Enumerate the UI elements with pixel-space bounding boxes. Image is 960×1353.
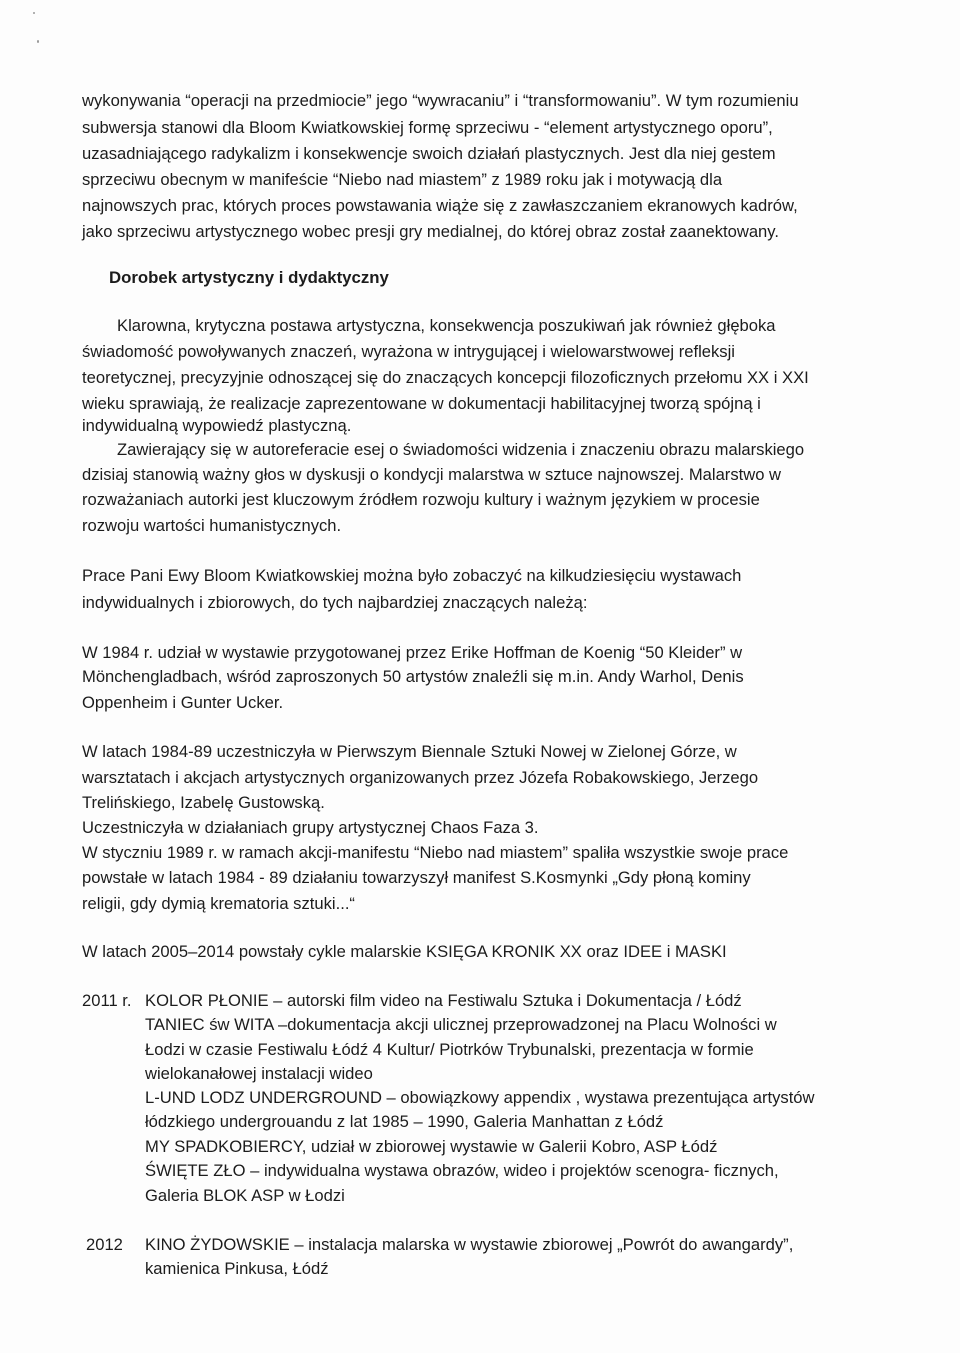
entry-line: Łodzi w czasie Festiwalu Łódź 4 Kultur/ Piotrków Trybunalski, prezentacja w formie	[145, 1040, 754, 1059]
entry-line: Uczestniczyła w działaniach grupy artystycznej Chaos Faza 3.	[82, 818, 539, 837]
paragraph-line: wieku sprawiają, że realizacje zaprezentowane w dokumentacji habilitacyjnej tworzą spójną i	[82, 394, 761, 413]
paragraph-line: Zawierający się w autoreferacie esej o świadomości widzenia i znaczeniu obrazu malarskiego	[117, 440, 805, 459]
entry-line: KINO ŻYDOWSKIE – instalacja malarska w wystawie zbiorowej „Powrót do awangardy”,	[145, 1235, 794, 1254]
intro-line: subwersja stanowi dla Bloom Kwiatkowskiej formę sprzeciwu - “element artystycznego oporu”,	[82, 118, 773, 137]
entry-line: TANIEC św WITA –dokumentacja akcji ulicznej przeprowadzonej na Placu Wolności w	[145, 1015, 777, 1034]
entry-line: L-UND LODZ UNDERGROUND – obowiązkowy appendix , wystawa prezentująca artystów	[145, 1088, 815, 1107]
entry-line: W 1984 r. udział w wystawie przygotowanej przez Erike Hoffman de Koenig “50 Kleider” w	[82, 643, 743, 662]
entry-line: kamienica Pinkusa, Łódź	[145, 1259, 329, 1278]
entry-line: W latach 1984-89 uczestniczyła w Pierwszym Biennale Sztuki Nowej w Zielonej Górze, w	[82, 742, 737, 761]
entry-line: KOLOR PŁONIE – autorski film video na Festiwalu Sztuka i Dokumentacja / Łódź	[145, 991, 742, 1010]
entry-line: Galeria BLOK ASP w Łodzi	[145, 1186, 345, 1205]
scan-speck	[33, 12, 35, 14]
paragraph-line: rozważaniach autorki jest kluczowym źródłem rozwoju kultury i ważnym językiem w procesie	[82, 490, 760, 509]
entry-line: religii, gdy dymią krematoria sztuki...“	[82, 894, 355, 913]
entry-year: 2012	[86, 1235, 123, 1254]
intro-line: najnowszych prac, których proces powstawania wiąże się z zawłaszczaniem ekranowych kadrów,	[82, 196, 798, 215]
entry-line: wielokanałowej instalacji wideo	[145, 1064, 373, 1083]
entry-line: MY SPADKOBIERCY, udział w zbiorowej wystawie w Galerii Kobro, ASP Łódź	[145, 1137, 718, 1156]
entry-line: W latach 2005–2014 powstały cykle malarskie KSIĘGA KRONIK XX oraz IDEE i MASKI	[82, 942, 727, 961]
intro-line: sprzeciwu obecnym w manifeście “Niebo nad miastem” z 1989 roku jak i motywacją dla	[82, 170, 723, 189]
entry-line: Oppenheim i Gunter Ucker.	[82, 693, 284, 712]
paragraph-line: teoretycznej, precyzyjnie odnoszącej się do znaczących koncepcji filozoficznych przełomu XX i XXI	[82, 368, 809, 387]
entry-line: łódzkiego undergrouandu z lat 1985 – 1990, Galeria Manhattan z Łódź	[145, 1112, 664, 1131]
paragraph-line: Klarowna, krytyczna postawa artystyczna, konsekwencja poszukiwań jak również głęboka	[117, 316, 776, 335]
intro-line: wykonywania “operacji na przedmiocie” jego “wywracaniu” i “transformowaniu”. W tym rozumieniu	[82, 91, 799, 110]
entry-line: Mönchengladbach, wśród zaproszonych 50 artystów znaleźli się m.in. Andy Warhol, Denis	[82, 667, 744, 686]
intro-line: jako sprzeciwu artystycznego wobec presji gry medialnej, do której obraz został zaanektowany.	[82, 222, 779, 241]
entry-line: powstałe w latach 1984 - 89 działaniu towarzyszył manifest S.Kosmynki „Gdy płoną kominy	[82, 868, 751, 887]
entry-line: warsztatach i akcjach artystycznych organizowanych przez Józefa Robakowskiego, Jerzego	[82, 768, 759, 787]
entry-line: W styczniu 1989 r. w ramach akcji-manifestu “Niebo nad miastem” spaliła wszystkie swoje prace	[82, 843, 789, 862]
entry-line: ŚWIĘTE ZŁO – indywidualna wystawa obrazów, wideo i projektów scenogra- ficznych,	[145, 1161, 779, 1180]
paragraph-line: dzisiaj stanowią ważny głos w dyskusji o kondycji malarstwa w sztuce najnowszej. Malarstwo w	[82, 465, 782, 484]
paragraph-line: indywidualnych i zbiorowych, do tych najbardziej znaczących należą:	[82, 593, 588, 612]
paragraph-line: Prace Pani Ewy Bloom Kwiatkowskiej można było zobaczyć na kilkudziesięciu wystawach	[82, 566, 742, 585]
intro-line: uzasadniającego radykalizm i konsekwencje swoich działań plastycznych. Jest dla niej gestem	[82, 144, 776, 163]
scan-speck	[37, 40, 39, 43]
entry-year: 2011 r.	[82, 991, 132, 1010]
paragraph-line: indywidualną wypowiedź plastyczną.	[82, 416, 352, 435]
section-heading: Dorobek artystyczny i dydaktyczny	[109, 268, 389, 287]
paragraph-line: świadomość powoływanych znaczeń, wyrażona w intrygującej i wielowarstwowej refleksji	[82, 342, 735, 361]
paragraph-line: rozwoju wartości humanistycznych.	[82, 516, 342, 535]
entry-line: Trelińskiego, Izabelę Gustowską.	[82, 793, 325, 812]
